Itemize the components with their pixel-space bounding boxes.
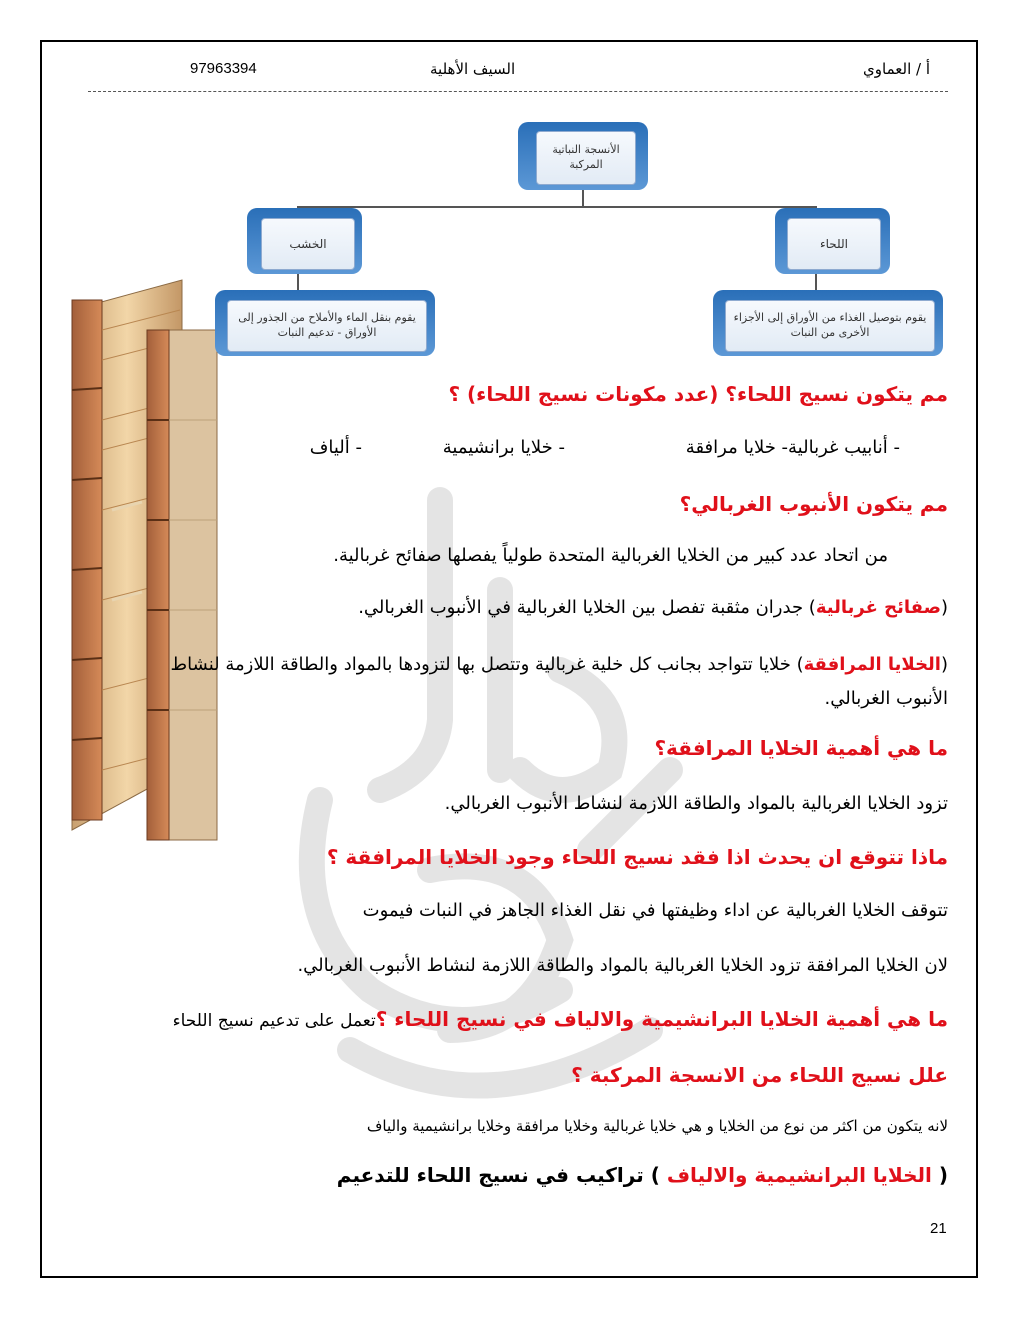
q5-heading: ما هي أهمية الخلايا البرانشيمية والالياف في نسيج اللحاء ؟ [375,1007,948,1031]
connector [582,190,584,207]
header-school: السيف الأهلية [430,60,516,78]
final-close: ) [650,1163,660,1187]
q1-heading: مم يتكون نسيج اللحاء؟ (عدد مكونات نسيج اللحاء) ؟ [448,382,948,406]
final-statement [337,1163,948,1187]
diagram-xylem-desc-node [215,290,435,356]
diagram-root-node [518,122,648,190]
q3-answer: تزود الخلايا الغربالية بالمواد والطاقة اللازمة لنشاط الأنبوب الغربالي. [444,793,948,814]
q1-item-1: - أنابيب غربالية- خلايا مرافقة [685,437,900,458]
q2-term2-line: (الخلايا المرافقة) خلايا تتواجد بجانب كل خلية غربالية وتتصل بها لتزودها بالمواد والطاقة اللازمة لنشاط الأنبوب الغربالي. [170,654,948,709]
q4-answer-1: تتوقف الخلايا الغربالية عن اداء وظيفتها في نقل الغذاء الجاهز في النبات فيموت [362,900,948,921]
q2-term1: صفائح غربالية [815,597,941,618]
q1-item-3: - ألياف [309,437,362,458]
connector [297,206,817,208]
final-open: ( [938,1163,948,1187]
final-red: الخلايا البرانشيمية والالياف [666,1163,932,1187]
q6-heading: علل نسيج اللحاء من الانسجة المركبة ؟ [571,1063,948,1087]
header-teacher: أ / العماوي [863,60,930,78]
q5-answer: تعمل على تدعيم نسيج اللحاء [172,1011,376,1031]
q2-term2-def: خلايا تتواجد بجانب كل خلية غربالية وتتصل بها لتزودها بالمواد والطاقة اللازمة لنشاط الأنبوب الغربالي. [170,654,948,709]
diagram-phloem-desc-node [713,290,943,356]
header-phone: 97963394 [190,60,257,77]
page-number: 21 [930,1220,947,1237]
diagram-xylem-node [247,208,362,274]
q4-heading: ماذا تتوقع ان يحدث اذا فقد نسيج اللحاء وجود الخلايا المرافقة ؟ [326,845,948,869]
diagram-phloem-node [775,208,890,274]
q2-answer: من اتحاد عدد كبير من الخلايا الغربالية المتحدة طولياً يفصلها صفائح غربالية. [333,545,888,566]
header-divider [88,91,948,92]
q3-heading: ما هي أهمية الخلايا المرافقة؟ [654,736,948,760]
q2-term2: الخلايا المرافقة [803,654,941,675]
diagram-phloem-label: اللحاء [787,218,881,270]
phloem-illustration [62,270,227,845]
q5-line [173,1007,948,1031]
final-rest: تراكيب في نسيج اللحاء للتدعيم [336,1163,644,1187]
q6-answer: لانه يتكون من اكثر من نوع من الخلايا و هي خلايا غربالية وخلايا مرافقة وخلايا برانشيمية والياف [366,1117,948,1135]
q1-item-2: - خلايا برانشيمية [442,437,565,458]
q2-term1-line: (صفائح غربالية) جدران مثقبة تفصل بين الخلايا الغربالية في الأنبوب الغربالي. [358,597,948,618]
q2-term1-def: جدران مثقبة تفصل بين الخلايا الغربالية في الأنبوب الغربالي. [358,597,804,618]
diagram-root-label: الأنسجة النباتية المركبة [536,131,636,185]
diagram-xylem-desc: يقوم بنقل الماء والأملاح من الجذور إلى الأوراق - تدعيم النبات [227,300,427,352]
diagram-xylem-label: الخشب [261,218,355,270]
diagram-phloem-desc: يقوم بتوصيل الغذاء من الأوراق إلى الأجزاء الأخرى من النبات [725,300,935,352]
q2-heading: مم يتكون الأنبوب الغربالي؟ [679,492,948,516]
q4-answer-2: لان الخلايا المرافقة تزود الخلايا الغربالية بالمواد والطاقة اللازمة لنشاط الأنبوب الغربالي. [297,955,948,976]
